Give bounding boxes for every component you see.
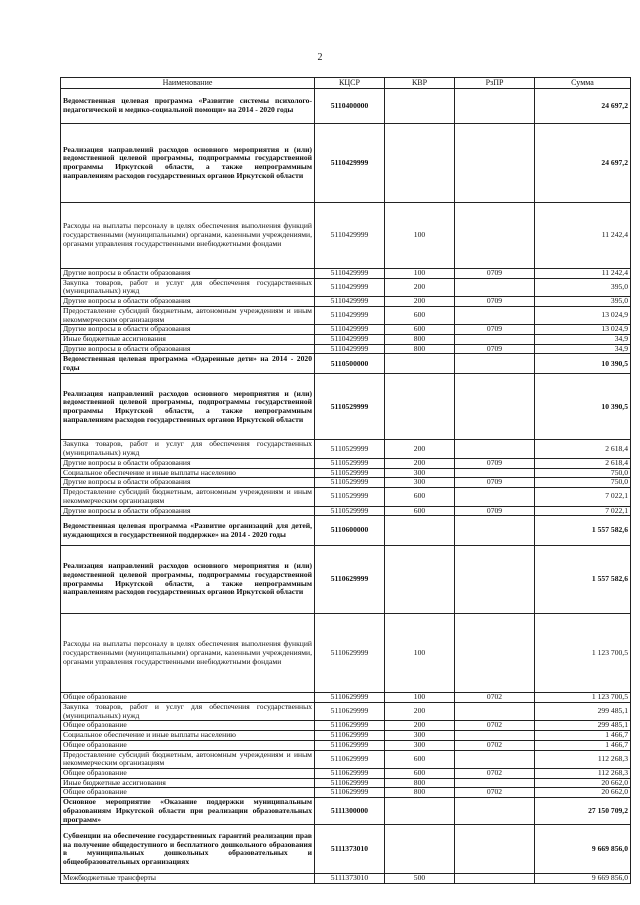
cell-name: Ведомственная целевая программа «Развитие организаций для детей, нуждающихся в государственной поддержке» на 2014 - 2020 годы — [61, 516, 315, 546]
cell-kvr — [385, 825, 455, 874]
header-kvr: КВР — [385, 78, 455, 89]
cell-sum: 1 557 582,6 — [535, 546, 631, 614]
cell-kvr: 500 — [385, 874, 455, 884]
cell-sum: 27 150 709,2 — [535, 798, 631, 825]
cell-sum: 13 024,9 — [535, 325, 631, 335]
cell-name: Реализация направлений расходов основного мероприятия и (или) ведомственной целевой программы, подпрограммы государственной программы Иркутской области, а также непрограммным направлениям расходов государственных органов Иркутской области — [61, 374, 315, 440]
cell-sum: 395,0 — [535, 278, 631, 296]
cell-name: Ведомственная целевая программа «Одаренные дети» на 2014 - 2020 годы — [61, 354, 315, 374]
table-row — [61, 335, 631, 345]
cell-rzpr — [455, 89, 535, 124]
table-row — [61, 306, 631, 324]
cell-sum: 1 466,7 — [535, 731, 631, 741]
cell-kvr: 600 — [385, 768, 455, 778]
cell-kvr: 600 — [385, 750, 455, 768]
cell-name: Общее образование — [61, 693, 315, 703]
cell-name: Другие вопросы в области образования — [61, 478, 315, 488]
table-row — [61, 354, 631, 374]
cell-rzpr: 0702 — [455, 721, 535, 731]
cell-kvr: 600 — [385, 488, 455, 506]
cell-kcsr: 5110629999 — [315, 788, 385, 798]
cell-sum: 1 123 700,5 — [535, 614, 631, 693]
cell-kcsr: 5110529999 — [315, 478, 385, 488]
budget-table — [60, 77, 631, 884]
cell-sum: 13 024,9 — [535, 306, 631, 324]
cell-kcsr: 5110629999 — [315, 702, 385, 720]
cell-kcsr: 5110429999 — [315, 335, 385, 345]
table-row — [61, 124, 631, 203]
cell-sum: 299 485,1 — [535, 702, 631, 720]
cell-name: Предоставление субсидий бюджетным, автономным учреждениям и иным некоммерческим организациям — [61, 306, 315, 324]
cell-kcsr: 5110529999 — [315, 506, 385, 516]
cell-name: Общее образование — [61, 768, 315, 778]
cell-rzpr — [455, 335, 535, 345]
cell-rzpr — [455, 798, 535, 825]
cell-kvr: 200 — [385, 297, 455, 307]
cell-name: Расходы на выплаты персоналу в целях обеспечения выполнения функций государственными (муниципальными) органами, казенными учреждениями, органами управления государственными внебюджетными фондами — [61, 203, 315, 269]
cell-kvr: 800 — [385, 335, 455, 345]
cell-kvr — [385, 546, 455, 614]
cell-kvr — [385, 516, 455, 546]
cell-sum: 24 697,2 — [535, 89, 631, 124]
table-row — [61, 506, 631, 516]
cell-kcsr: 5110429999 — [315, 269, 385, 279]
cell-rzpr: 0709 — [455, 297, 535, 307]
cell-rzpr: 0709 — [455, 344, 535, 354]
table-row — [61, 89, 631, 124]
cell-name: Иные бюджетные ассигнования — [61, 778, 315, 788]
cell-rzpr: 0702 — [455, 693, 535, 703]
cell-kvr: 100 — [385, 203, 455, 269]
cell-name: Основное мероприятие «Оказание поддержки муниципальным образованиям Иркутской области при реализации образовательных программ» — [61, 798, 315, 825]
cell-rzpr: 0709 — [455, 325, 535, 335]
cell-kcsr: 5111300000 — [315, 798, 385, 825]
cell-name: Предоставление субсидий бюджетным, автономным учреждениям и иным некоммерческим организациям — [61, 488, 315, 506]
cell-name: Реализация направлений расходов основного мероприятия и (или) ведомственной целевой программы, подпрограммы государственной программы Иркутской области, а также непрограммным направлениям расходов государственных органов Иркутской области — [61, 124, 315, 203]
cell-kvr: 100 — [385, 693, 455, 703]
cell-kvr: 100 — [385, 269, 455, 279]
cell-kcsr: 5110529999 — [315, 458, 385, 468]
cell-sum: 7 022,1 — [535, 488, 631, 506]
cell-sum: 112 268,3 — [535, 768, 631, 778]
cell-kvr: 300 — [385, 740, 455, 750]
cell-kvr: 200 — [385, 721, 455, 731]
table-row — [61, 731, 631, 741]
cell-rzpr — [455, 488, 535, 506]
cell-rzpr — [455, 440, 535, 458]
cell-kcsr: 5110629999 — [315, 750, 385, 768]
cell-name: Расходы на выплаты персоналу в целях обеспечения выполнения функций государственными (муниципальными) органами, казенными учреждениями, органами управления государственными внебюджетными фондами — [61, 614, 315, 693]
cell-rzpr — [455, 750, 535, 768]
cell-rzpr: 0702 — [455, 788, 535, 798]
cell-rzpr — [455, 614, 535, 693]
cell-kcsr: 5110429999 — [315, 297, 385, 307]
cell-kcsr: 5111373010 — [315, 874, 385, 884]
table-row — [61, 458, 631, 468]
cell-sum: 9 669 856,0 — [535, 825, 631, 874]
table-row — [61, 203, 631, 269]
cell-name: Закупка товаров, работ и услуг для обеспечения государственных (муниципальных) нужд — [61, 440, 315, 458]
cell-sum: 20 662,0 — [535, 788, 631, 798]
header-sum: Сумма — [535, 78, 631, 89]
cell-kvr: 200 — [385, 458, 455, 468]
cell-kcsr: 5110429999 — [315, 306, 385, 324]
cell-kcsr: 5110629999 — [315, 693, 385, 703]
table-row — [61, 278, 631, 296]
cell-sum: 34,9 — [535, 335, 631, 345]
cell-rzpr — [455, 354, 535, 374]
table-row — [61, 614, 631, 693]
cell-kvr — [385, 89, 455, 124]
cell-kcsr: 5110429999 — [315, 124, 385, 203]
table-row — [61, 488, 631, 506]
cell-sum: 750,0 — [535, 478, 631, 488]
cell-sum: 11 242,4 — [535, 269, 631, 279]
cell-kcsr: 5110629999 — [315, 721, 385, 731]
cell-kcsr: 5110529999 — [315, 468, 385, 478]
cell-kcsr: 5110629999 — [315, 740, 385, 750]
cell-name: Общее образование — [61, 721, 315, 731]
table-row — [61, 269, 631, 279]
table-row — [61, 750, 631, 768]
cell-kcsr: 5110529999 — [315, 440, 385, 458]
table-row — [61, 516, 631, 546]
cell-rzpr: 0709 — [455, 269, 535, 279]
cell-kcsr: 5110629999 — [315, 768, 385, 778]
cell-name: Социальное обеспечение и иные выплаты населению — [61, 468, 315, 478]
cell-kcsr: 5110400000 — [315, 89, 385, 124]
cell-kcsr: 5110529999 — [315, 374, 385, 440]
cell-kcsr: 5110629999 — [315, 614, 385, 693]
cell-rzpr — [455, 825, 535, 874]
cell-kcsr: 5110429999 — [315, 344, 385, 354]
table-header-row — [61, 78, 631, 89]
cell-sum: 34,9 — [535, 344, 631, 354]
table-row — [61, 374, 631, 440]
cell-name: Общее образование — [61, 788, 315, 798]
cell-rzpr — [455, 203, 535, 269]
cell-sum: 10 390,5 — [535, 374, 631, 440]
cell-rzpr: 0709 — [455, 478, 535, 488]
cell-kvr: 800 — [385, 778, 455, 788]
cell-name: Реализация направлений расходов основного мероприятия и (или) ведомственной целевой программы, подпрограммы государственной программы Иркутской области, а также непрограммным направлениям расходов государственных органов Иркутской области — [61, 546, 315, 614]
cell-sum: 24 697,2 — [535, 124, 631, 203]
cell-name: Социальное обеспечение и иные выплаты населению — [61, 731, 315, 741]
table-row — [61, 546, 631, 614]
table-row — [61, 344, 631, 354]
cell-sum: 1 557 582,6 — [535, 516, 631, 546]
cell-kvr: 300 — [385, 468, 455, 478]
cell-name: Закупка товаров, работ и услуг для обеспечения государственных (муниципальных) нужд — [61, 278, 315, 296]
cell-kvr: 100 — [385, 614, 455, 693]
cell-sum: 11 242,4 — [535, 203, 631, 269]
cell-rzpr — [455, 874, 535, 884]
table-row — [61, 874, 631, 884]
table-row — [61, 440, 631, 458]
cell-sum: 2 618,4 — [535, 458, 631, 468]
cell-rzpr — [455, 731, 535, 741]
table-row — [61, 740, 631, 750]
cell-kvr: 300 — [385, 731, 455, 741]
cell-kvr: 600 — [385, 325, 455, 335]
cell-name: Закупка товаров, работ и услуг для обеспечения государственных (муниципальных) нужд — [61, 702, 315, 720]
cell-rzpr — [455, 702, 535, 720]
cell-rzpr — [455, 546, 535, 614]
cell-kvr: 200 — [385, 440, 455, 458]
table-row — [61, 297, 631, 307]
table-row — [61, 825, 631, 874]
table-row — [61, 798, 631, 825]
cell-rzpr: 0702 — [455, 740, 535, 750]
cell-name: Межбюджетные трансферты — [61, 874, 315, 884]
cell-kcsr: 5110529999 — [315, 488, 385, 506]
cell-name: Общее образование — [61, 740, 315, 750]
cell-sum: 750,0 — [535, 468, 631, 478]
cell-rzpr — [455, 306, 535, 324]
cell-rzpr — [455, 516, 535, 546]
cell-name: Другие вопросы в области образования — [61, 297, 315, 307]
cell-kvr: 800 — [385, 788, 455, 798]
table-row — [61, 768, 631, 778]
table-row — [61, 702, 631, 720]
cell-sum: 20 662,0 — [535, 778, 631, 788]
cell-sum: 395,0 — [535, 297, 631, 307]
cell-kcsr: 5110629999 — [315, 778, 385, 788]
cell-sum: 1 123 700,5 — [535, 693, 631, 703]
cell-name: Другие вопросы в области образования — [61, 344, 315, 354]
cell-name: Другие вопросы в области образования — [61, 458, 315, 468]
cell-kcsr: 5110629999 — [315, 546, 385, 614]
cell-kvr — [385, 354, 455, 374]
cell-rzpr — [455, 124, 535, 203]
cell-kcsr: 5110629999 — [315, 731, 385, 741]
cell-kvr: 200 — [385, 278, 455, 296]
cell-kvr: 800 — [385, 344, 455, 354]
page-number: 2 — [317, 52, 323, 63]
cell-sum: 112 268,3 — [535, 750, 631, 768]
cell-kcsr: 5110429999 — [315, 278, 385, 296]
cell-rzpr: 0709 — [455, 506, 535, 516]
cell-kvr — [385, 374, 455, 440]
cell-name: Иные бюджетные ассигнования — [61, 335, 315, 345]
cell-kcsr: 5110429999 — [315, 325, 385, 335]
cell-kvr: 600 — [385, 506, 455, 516]
cell-rzpr: 0709 — [455, 458, 535, 468]
cell-kvr — [385, 124, 455, 203]
header-kcsr: КЦСР — [315, 78, 385, 89]
header-name: Наименование — [61, 78, 315, 89]
cell-kcsr: 5110500000 — [315, 354, 385, 374]
cell-sum: 2 618,4 — [535, 440, 631, 458]
cell-name: Другие вопросы в области образования — [61, 325, 315, 335]
cell-kcsr: 5111373010 — [315, 825, 385, 874]
cell-sum: 7 022,1 — [535, 506, 631, 516]
table-row — [61, 693, 631, 703]
cell-rzpr — [455, 374, 535, 440]
cell-sum: 9 669 856,0 — [535, 874, 631, 884]
header-rzpr: РзПР — [455, 78, 535, 89]
cell-kvr: 300 — [385, 478, 455, 488]
cell-rzpr: 0702 — [455, 768, 535, 778]
cell-name: Другие вопросы в области образования — [61, 269, 315, 279]
cell-kvr: 600 — [385, 306, 455, 324]
cell-kvr — [385, 798, 455, 825]
cell-name: Другие вопросы в области образования — [61, 506, 315, 516]
cell-name: Ведомственная целевая программа «Развитие системы психолого-педагогической и медико-социальной помощи» на 2014 - 2020 годы — [61, 89, 315, 124]
table-body — [61, 89, 631, 884]
cell-sum: 10 390,5 — [535, 354, 631, 374]
cell-sum: 1 466,7 — [535, 740, 631, 750]
cell-name: Предоставление субсидий бюджетным, автономным учреждениям и иным некоммерческим организациям — [61, 750, 315, 768]
cell-kcsr: 5110600000 — [315, 516, 385, 546]
cell-kvr: 200 — [385, 702, 455, 720]
cell-kcsr: 5110429999 — [315, 203, 385, 269]
cell-rzpr — [455, 278, 535, 296]
cell-name: Субвенции на обеспечение государственных гарантий реализации прав на получение общедоступного и бесплатного дошкольного образования в муниципальных дошкольных образовательных и общеобразовательных организациях — [61, 825, 315, 874]
cell-sum: 299 485,1 — [535, 721, 631, 731]
